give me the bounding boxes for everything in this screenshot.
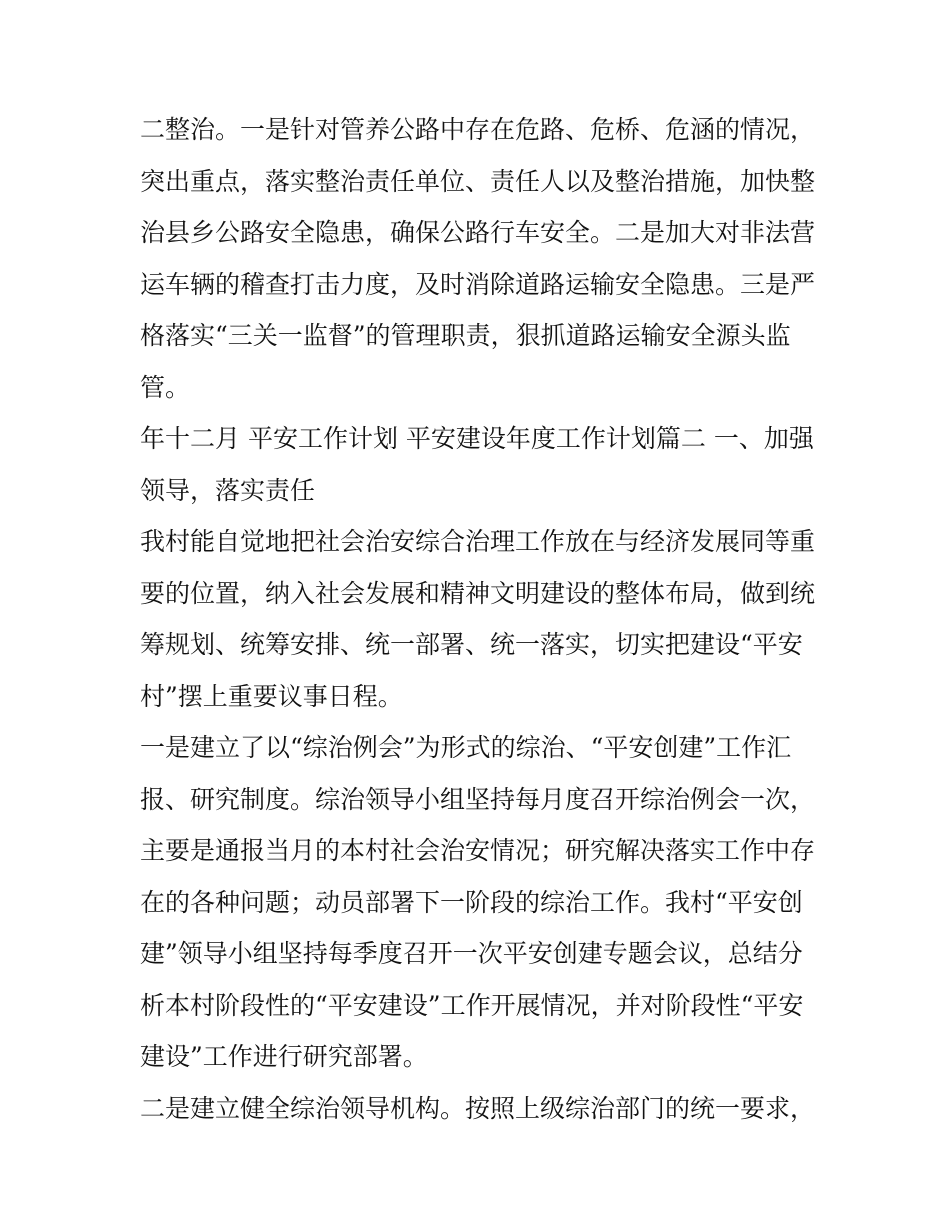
text-line: 主要是通报当月的本村社会治安情况；研究解决落实工作中存 [140,836,816,865]
text-line: 筹规划、统筹安排、统一部署、统一落实，切实把建设“平安 [140,630,803,659]
text-line: 运车辆的稽查打击力度，及时消除道路运输安全隐患。三是严 [140,269,816,299]
text-line: 析本村阶段性的“平安建设”工作开展情况，并对阶段性“平安 [140,990,804,1020]
text-line: 突出重点，落实整治责任单位、责任人以及整治措施，加快整 [140,166,816,196]
text-line: 年十二月 平安工作计划 平安建设年度工作计划篇二 一、加强 [140,424,814,453]
text-line: 一是建立了以“综治例会”为形式的综治、“平安创建”工作汇 [140,733,792,762]
text-line: 村”摆上重要议事日程。 [140,681,403,711]
text-line: 建”领导小组坚持每季度召开一次平安创建专题会议，总结分 [140,939,803,968]
text-line: 建设”工作进行研究部署。 [140,1042,428,1071]
text-line: 二整治。一是针对管养公路中存在危路、危桥、危涵的情况， [140,115,816,144]
text-line: 治县乡公路安全隐患，确保公路行车安全。二是加大对非法营 [140,218,816,247]
text-line: 格落实“三关一监督”的管理职责，狠抓道路运输安全源头监 [140,321,791,350]
text-line: 二是建立健全综治领导机构。按照上级综治部门的统一要求， [140,1093,816,1123]
text-line: 领导，落实责任 [140,475,316,505]
text-line: 要的位置，纳入社会发展和精神文明建设的整体布局，做到统 [140,578,816,608]
document-body [140,104,816,1134]
text-line: 在的各种问题；动员部署下一阶段的综治工作。我村“平安创 [140,887,803,917]
text-line: 报、研究制度。综治领导小组坚持每月度召开综治例会一次， [140,784,816,814]
text-line: 管。 [140,372,191,402]
text-line: 我村能自觉地把社会治安综合治理工作放在与经济发展同等重 [140,527,816,556]
